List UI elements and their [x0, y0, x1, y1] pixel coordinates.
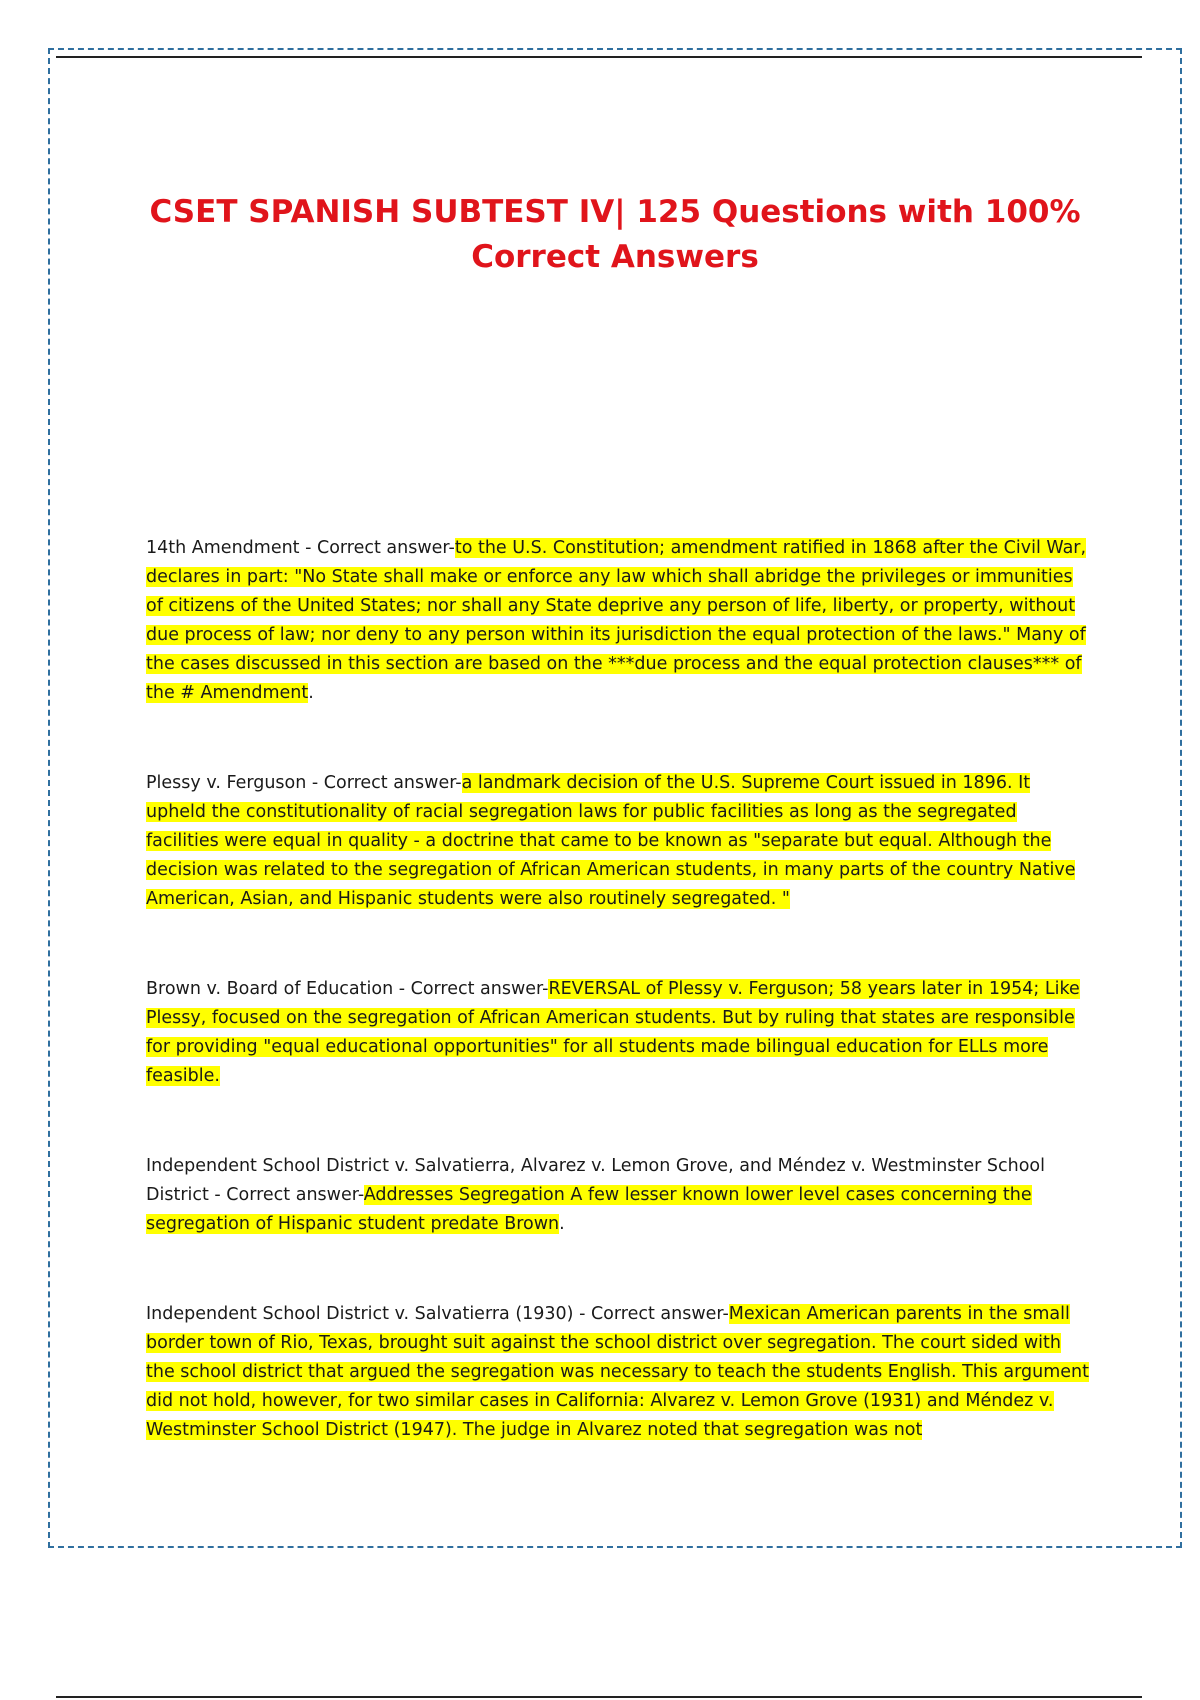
entry-brown-v-board: [146, 975, 1091, 1091]
entry-14th-amendment: [146, 534, 1091, 708]
entry-term: Independent School District v. Salvatierra, Alvarez v. Lemon Grove, and Méndez v. Westminster School District - Correct answer-: [146, 1156, 1046, 1205]
entry-answer-highlighted: Mexican American parents in the small border town of Rio, Texas, brought suit against the school district over segregation. The court sided with the school district that argued the segregation was necessary to teach the students English. This argument did not hold, however, for two similar cases in California: Alvarez v. Lemon Grove (1931) and Méndez v. Westminster School District (1947). The judge in Alvarez noted that segregation was not: [146, 1304, 1089, 1440]
entry-answer-highlighted: a landmark decision of the U.S. Supreme Court issued in 1896. It upheld the constitutionality of racial segregation laws for public facilities as long as the segregated facilities were equal in quality - a doctrine that came to be known as "separate but equal. Although the decision was related to the segregation of African American students, in many parts of the country Native American, Asian, and Hispanic students were also routinely segregated. ": [146, 773, 1076, 909]
top-rule: [56, 56, 1142, 58]
document-title: CSET SPANISH SUBTEST IV| 125 Questions with 100% Correct Answers: [149, 194, 1081, 275]
entry-term: 14th Amendment - Correct answer-: [146, 538, 455, 558]
entry-answer-highlighted: to the U.S. Constitution; amendment ratified in 1868 after the Civil War, declares in part: "No State shall make or enforce any law which shall abridge the privileges or immunities of citizens of the United States; nor shall any State deprive any person of life, liberty, or property, without due process of law; nor deny to any person within its jurisdiction the equal protection of the laws." Many of the cases discussed in this section are based on the ***due process and the equal protection clauses*** of the # Amendment: [146, 538, 1087, 703]
entry-term: Independent School District v. Salvatierra (1930) - Correct answer-: [146, 1304, 729, 1324]
entry-term: Plessy v. Ferguson - Correct answer-: [146, 773, 462, 793]
bottom-rule: [56, 1696, 1142, 1698]
entry-answer-highlighted: REVERSAL of Plessy v. Ferguson; 58 years later in 1954; Like Plessy, focused on the segregation of African American students. But by ruling that states are responsible for providing "equal educational opportunities" for all students made bilingual education for ELLs more feasible.: [146, 979, 1080, 1086]
document-body: [146, 534, 1091, 1506]
entry-tail: .: [308, 683, 314, 703]
entry-plessy-v-ferguson: [146, 769, 1091, 914]
entry-salvatierra: [146, 1300, 1091, 1445]
entry-segregation-cases: [146, 1152, 1091, 1239]
entry-term: Brown v. Board of Education - Correct answer-: [146, 979, 549, 999]
entry-answer-highlighted: Addresses Segregation A few lesser known lower level cases concerning the segregation of Hispanic student predate Brown: [146, 1185, 1032, 1234]
entry-tail: .: [559, 1214, 565, 1234]
